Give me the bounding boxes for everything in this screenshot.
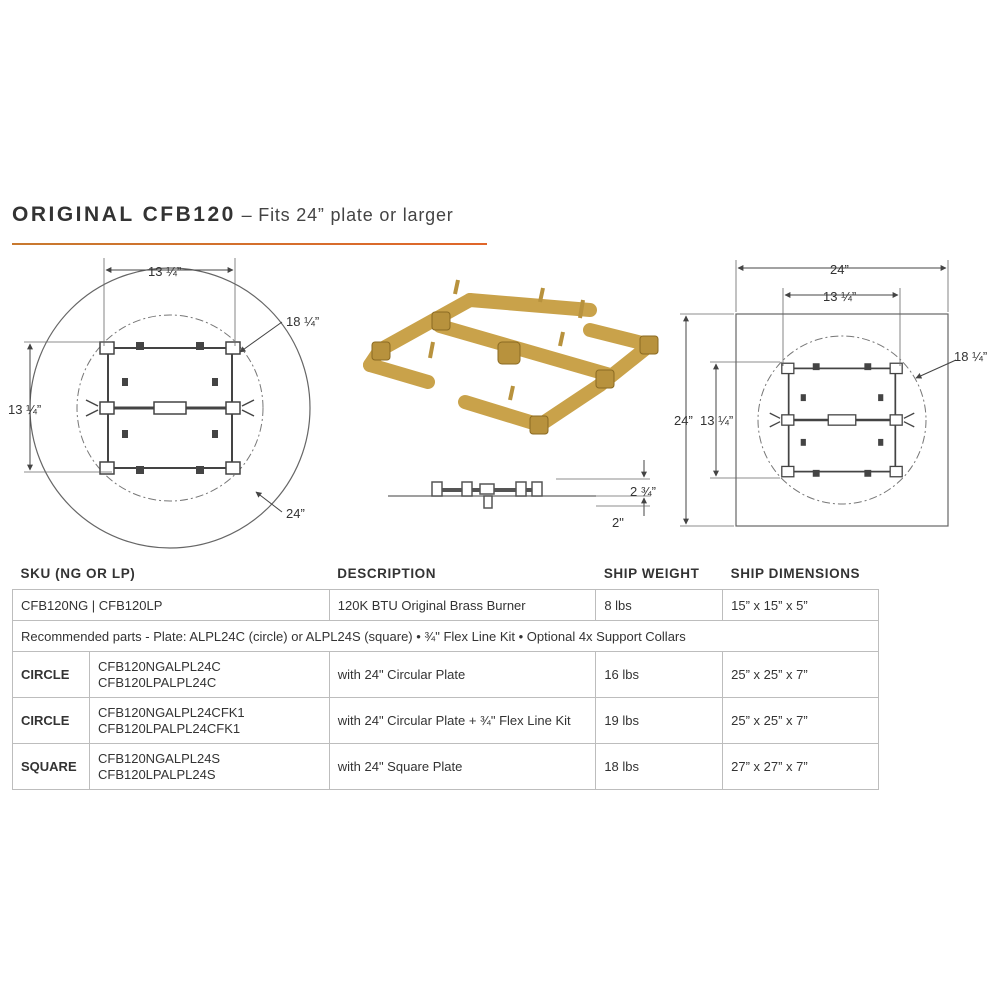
base-dimensions: 15” x 15” x 5” (723, 590, 879, 621)
dimension-diagrams (0, 250, 1000, 550)
table-header-row (13, 563, 879, 590)
combo-sku (89, 652, 329, 698)
combo-weight: 18 lbs (596, 744, 723, 790)
sku-lp: CFB120LPALPL24CFK1 (97, 720, 241, 736)
circle-outer-dim: 24” (286, 506, 305, 521)
plate-kind: SQUARE (13, 744, 90, 790)
sku-ng: CFB120NGALPL24C (97, 658, 221, 674)
sku-ng: CFB120NGALPL24CFK1 (97, 704, 245, 720)
page-title (12, 203, 454, 227)
table-row (13, 590, 879, 621)
spec-table (12, 563, 879, 790)
combo-description: with 24" Circular Plate + ¾" Flex Line Kit (329, 698, 596, 744)
sku-lp: CFB120LPALPL24C (97, 674, 217, 690)
side-height-dim: 2 ¾” (630, 484, 657, 499)
sku-lp: CFB120LPALPL24S (97, 766, 216, 782)
combo-weight: 19 lbs (596, 698, 723, 744)
side-elevation-view (388, 460, 656, 530)
combo-sku (89, 744, 329, 790)
burner-illustration (370, 280, 658, 434)
combo-dimensions: 25” x 25” x 7” (723, 698, 879, 744)
circle-plate-view (8, 258, 319, 548)
header-description: DESCRIPTION (337, 565, 437, 581)
recommended-parts-row (13, 621, 879, 652)
base-description: 120K BTU Original Brass Burner (329, 590, 596, 621)
square-left-outer-dim: 24” (674, 413, 693, 428)
combo-dimensions: 27” x 27” x 7” (723, 744, 879, 790)
circle-left-dim: 13 ¼” (8, 402, 42, 417)
square-left-inner-dim: 13 ¼” (700, 413, 734, 428)
header-ship-weight: SHIP WEIGHT (603, 565, 700, 581)
square-plate-view (674, 260, 987, 526)
fit-subtitle: – Fits 24” plate or larger (241, 205, 454, 225)
table-row (13, 698, 879, 744)
combo-weight: 16 lbs (596, 652, 723, 698)
circle-ring-dim: 18 ¼” (286, 314, 320, 329)
model-name: ORIGINAL CFB120 (12, 203, 236, 226)
plate-kind: CIRCLE (13, 698, 90, 744)
circle-top-dim: 13 ¼” (148, 264, 182, 279)
header-ship-dimensions: SHIP DIMENSIONS (730, 565, 861, 581)
base-weight: 8 lbs (596, 590, 723, 621)
sku-ng: CFB120NGALPL24S (97, 750, 221, 766)
combo-sku (89, 698, 329, 744)
title-underline (12, 243, 487, 245)
base-sku: CFB120NG | CFB120LP (13, 590, 330, 621)
table-row (13, 744, 879, 790)
combo-dimensions: 25” x 25” x 7” (723, 652, 879, 698)
side-base-dim: 2" (612, 515, 624, 530)
table-row (13, 652, 879, 698)
square-ring-dim: 18 ¼” (954, 349, 988, 364)
combo-description: with 24" Square Plate (329, 744, 596, 790)
combo-description: with 24" Circular Plate (329, 652, 596, 698)
plate-kind: CIRCLE (13, 652, 90, 698)
header-sku: SKU (NG OR LP) (20, 565, 136, 581)
square-top-inner-dim: 13 ¼” (823, 289, 857, 304)
square-top-outer-dim: 24” (830, 262, 849, 277)
recommended-parts-note: Recommended parts - Plate: ALPL24C (circle) or ALPL24S (square) • ¾" Flex Line Kit • Optional 4x Support Collars (13, 621, 879, 652)
